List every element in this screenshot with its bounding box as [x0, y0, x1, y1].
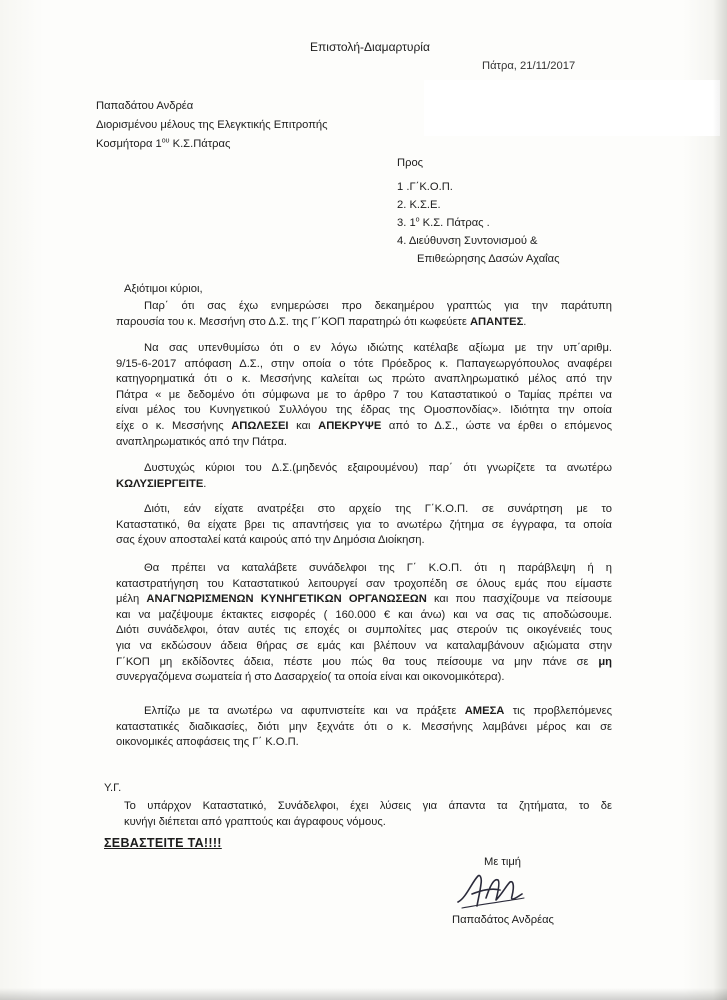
paragraph-5: Θα πρέπει να καταλάβετε συνάδελφοι της Γ΄ Κ.Ο.Π. ότι η παράβλεψη ή η καταστρατήγηση του Καταστατικού λειτουργεί σαν τροχοπέδη σε όλους εμάς που είμαστε μέλη ΑΝΑΓΝΩΡΙΣΜΕΝΩΝ ΚΥΝΗΓΕΤΙΚΩΝ ΟΡΓΑΝΩΣΕΩΝ και που πασχίζουμε να πείσουμε και να μαζέψουμε έκτακτες εισφορές ( 160.000 € και άνω) και να σας τις αποδώσουμε. Διότι συνάδελφοι, όταν αυτές τις εποχές οι συμπολίτες μας στερούν τις οικογένειές τους για να εκδώσουν άδεια θήρας σε εμάς και βλέπουν να καταλαμβάνουν αξιώματα στην Γ΄ΚΟΠ μη εκδίδοντες άδεια, πέστε μου πώς θα τους πείσουμε να μην πάνε σε μη συνεργαζόμενα σωματεία ή στο Δασαρχείο( τα οποία είναι και οικονομικότερα). — [116, 562, 613, 684]
paragraph-4: Διότι, εάν είχατε ανατρέξει στο αρχείο της Γ΄Κ.Ο.Π. σε συνάρτηση με το Καταστατικό, θα είχατε βρει τις απαντήσεις για το ανωτέρω ζήτημα σε έγγραφα, τα οποία σας έχουν αποσταλεί κατά καιρούς από την Δημόσια Διοίκηση. — [116, 503, 612, 547]
recipient-3: 3. $1^o$ Κ.Σ. Πάτρας . — [397, 216, 490, 229]
signature-scribble — [452, 868, 532, 914]
sign-off: Με τιμή — [484, 856, 521, 868]
letter-date: Πάτρα, 21/11/2017 — [482, 60, 576, 72]
paragraph-2: Να σας υπενθυμίσω ότι ο εν λόγω ιδιώτης κατέλαβε αξίωμα με την υπ΄αριθμ. 9/15-6-2017 απόφαση Δ.Σ., στην οποία ο τότε Πρόεδρος κ. Παπαγεωργόπουλος αναφέρει κατηγορηματικά ότι ο κ. Μεσσήνης καλείται ως πρώτο αναπληρωματικό μέλος από την Πάτρα « με δεδομένο ότι σύμφωνα με το άρθρο 7 του Καταστατικού ο Ταμίας πρέπει να είναι μέλος του Κυνηγετικού Συλλόγου της έδρας της Ομοσπονδίας». Ιδιότητα την οποία είχε ο κ. Μεσσήνης ΑΠΩΛΕΣΕΙ και ΑΠΕΚΡΥΨΕ από το Δ.Σ., ώστε να έρθει ο επόμενος αναπληρωματικός από την Πάτρα. — [116, 342, 612, 448]
sender-role: Διορισμένου μέλους της Ελεγκτικής Επιτροπής — [96, 119, 328, 131]
redacted-area — [424, 80, 720, 136]
sender-org: Κοσμήτορα $1^{o\upsilon}$ Κ.Σ.Πάτρας — [96, 137, 231, 150]
salutation: Αξιότιμοι κύριοι, — [124, 283, 203, 295]
recipient-1: 1 .Γ΄Κ.Ο.Π. — [397, 181, 453, 193]
paragraph-3: Δυστυχώς κύριοι του Δ.Σ.(μηδενός εξαιρουμένου) παρ΄ ότι γνωρίζετε τα ανωτέρω ΚΩΛΥΣΙΕΡΓΕΙΤΕ. — [116, 462, 612, 490]
paragraph-1: Παρ΄ ότι σας έχω ενημερώσει προ δεκαημέρου γραπτώς για την παράτυπη παρουσία του κ. Μεσσήνη στο Δ.Σ. της Γ΄ΚΟΠ παρατηρώ ότι κωφεύετε ΑΠΑΝΤΕΣ. — [116, 300, 612, 328]
signature-name: Παπαδάτος Ανδρέας — [452, 914, 554, 926]
closing-emphasis: ΣΕΒΑΣΤΕΙΤΕ ΤΑ!!!! — [104, 836, 222, 850]
recipient-4: 4. Διεύθυνση Συντονισμού & — [397, 235, 538, 247]
recipient-4-line2: Επιθεώρησης Δασών Αχαΐας — [417, 253, 560, 265]
paragraph-6: Ελπίζω με τα ανωτέρω να αφυπνιστείτε και να πράξετε ΑΜΕΣΑ τις προβλεπόμενες καταστατικές διαδικασίες, διότι μην ξεχνάτε ότι ο κ. Μεσσήνης λαμβάνει μέρος και σε οικονομικές αποφάσεις της Γ΄ Κ.Ο.Π. — [116, 705, 612, 749]
letter-title: Επιστολή-Διαμαρτυρία — [310, 40, 430, 54]
page-edge-shadow — [713, 0, 727, 1000]
recipient-2: 2. Κ.Σ.Ε. — [397, 199, 441, 211]
sender-name: Παπαδάτου Ανδρέα — [96, 100, 194, 112]
page-bottom-edge — [0, 988, 727, 1000]
ps-text: Το υπάρχον Καταστατικό, Συνάδελφοι, έχει λύσεις για άπαντα τα ζητήματα, το δε κυνήγι διέπεται από γραπτούς και άγραφους νόμους. — [124, 800, 612, 828]
ps-label: Υ.Γ. — [104, 782, 122, 794]
to-label: Προς — [397, 157, 424, 169]
